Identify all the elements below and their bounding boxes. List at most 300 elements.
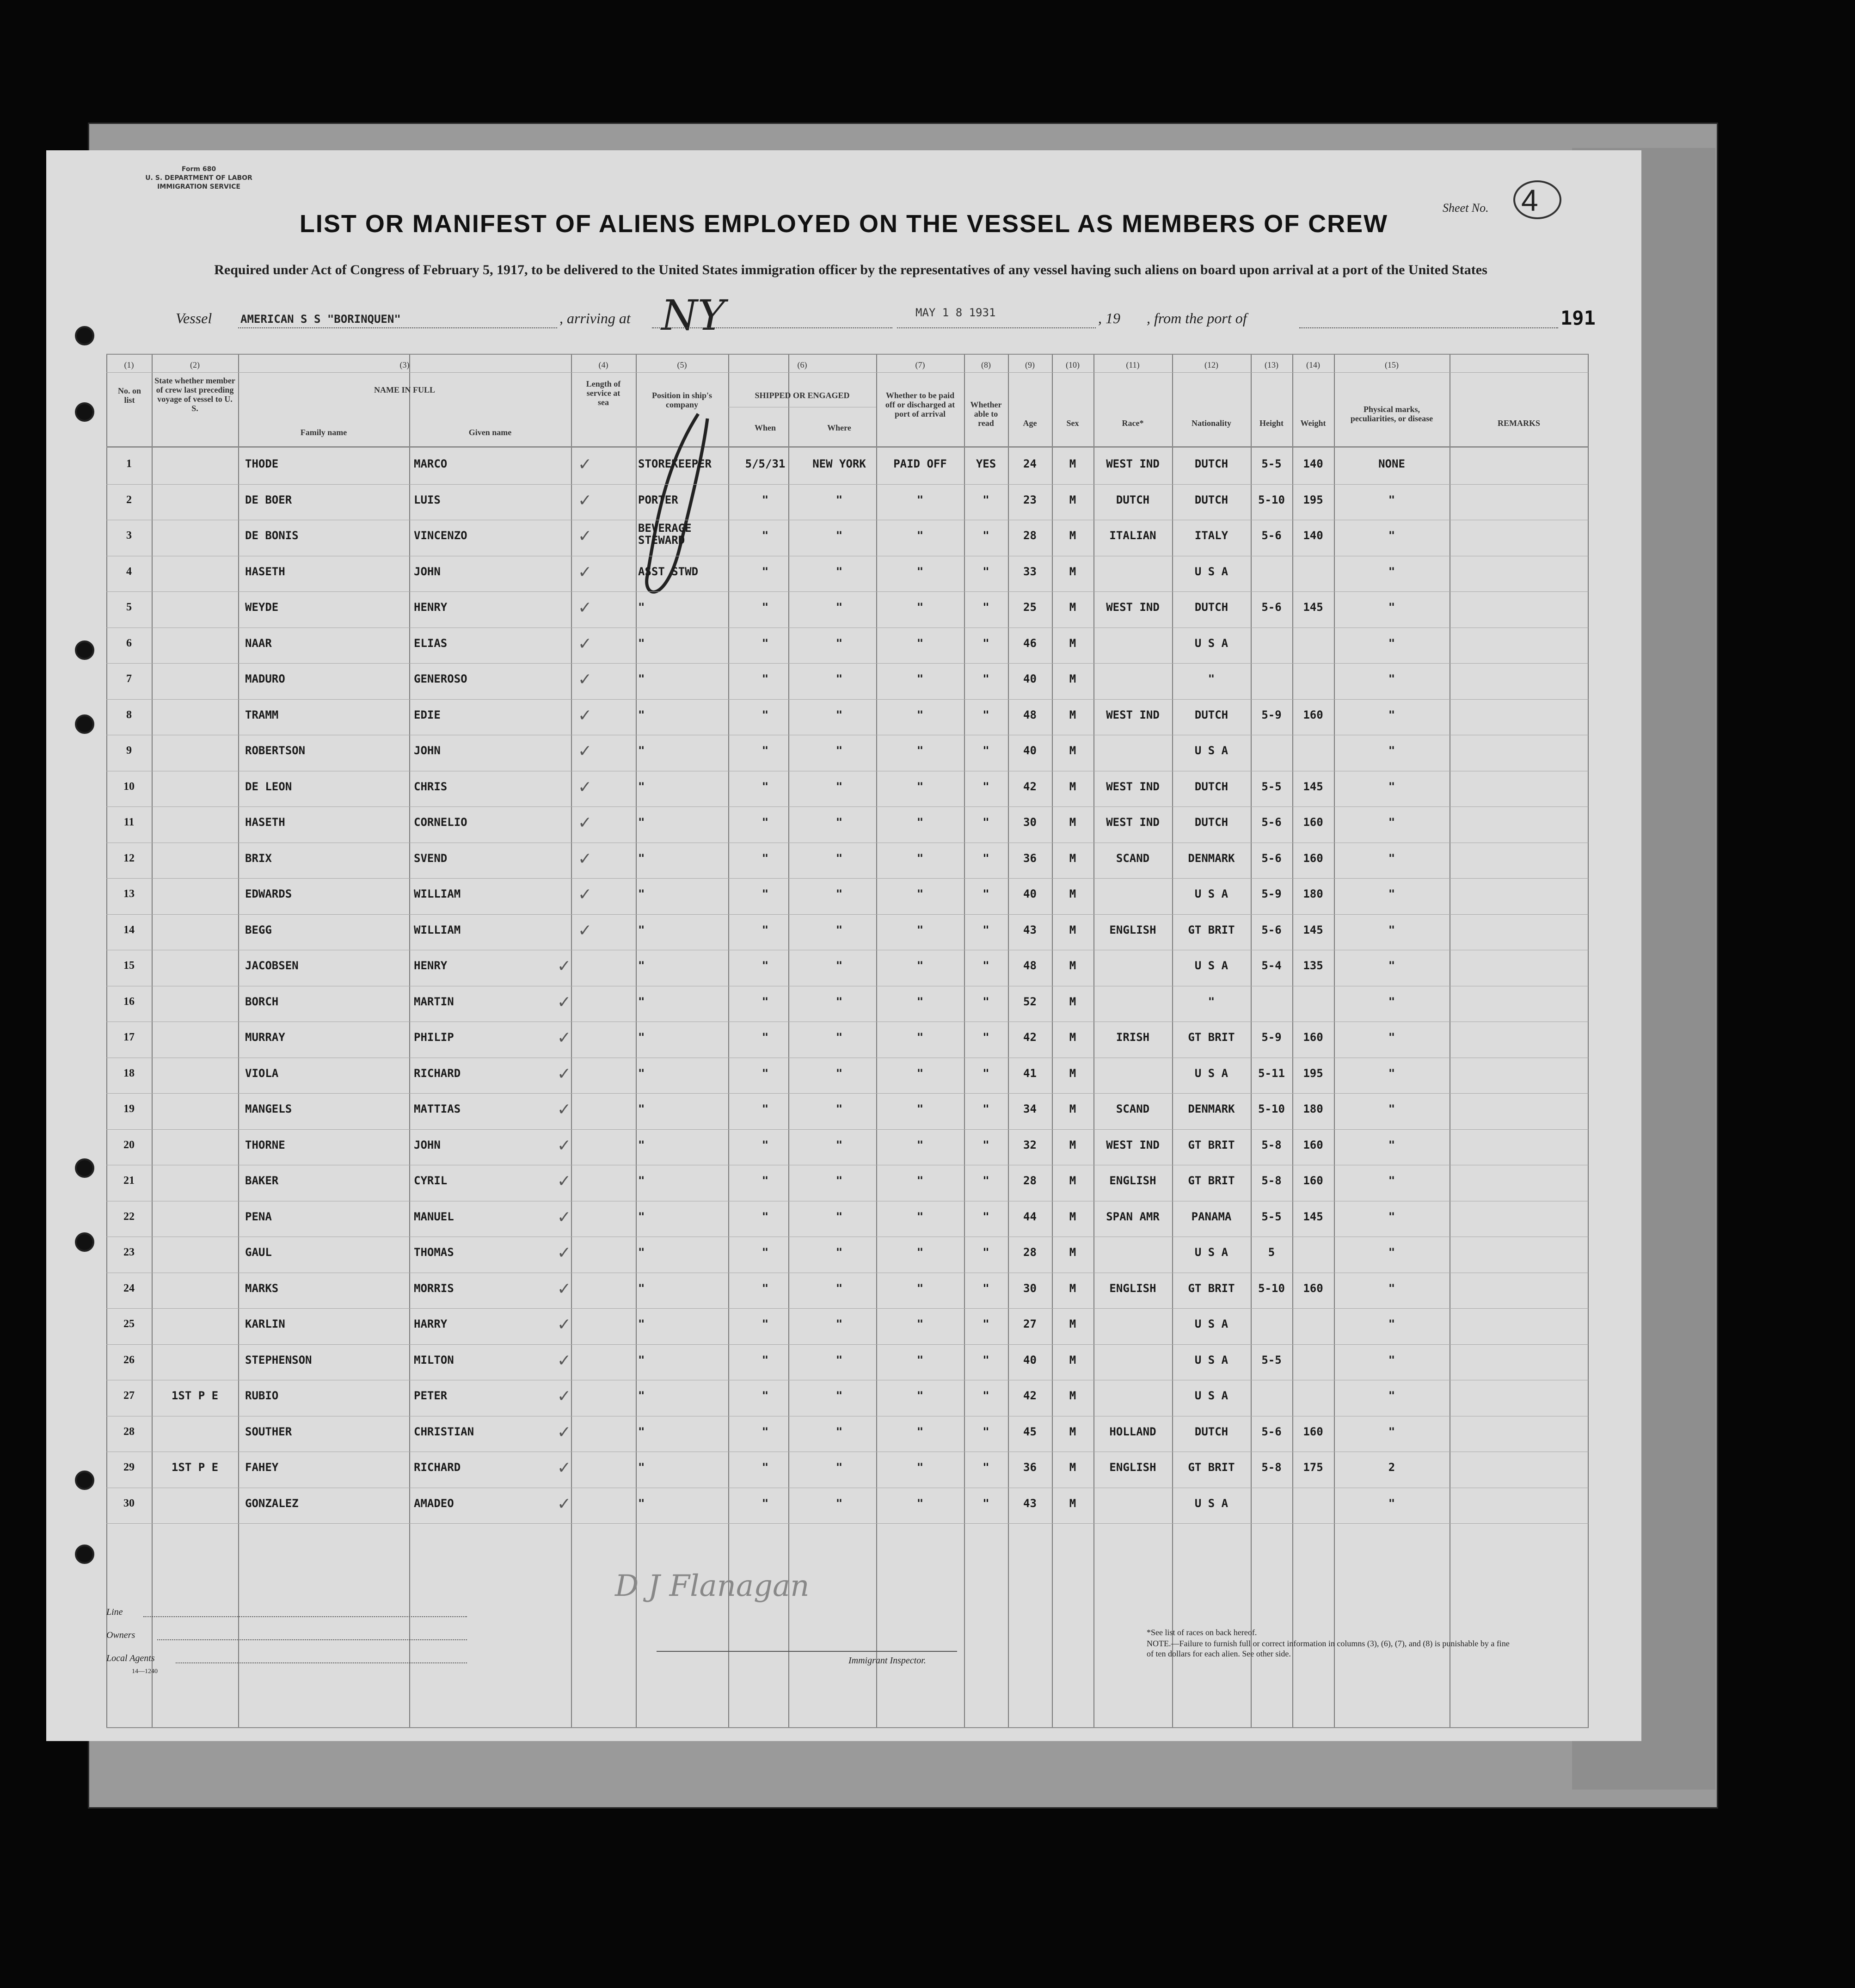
table-row	[106, 879, 1588, 915]
column-number-rule	[106, 372, 1588, 373]
cell-row-number: 14	[123, 923, 135, 936]
table-row	[106, 1345, 1588, 1381]
check-mark-icon: ✓	[578, 634, 592, 653]
cell-given-name: GENEROSO	[414, 672, 467, 685]
cell-weight: 140	[1303, 457, 1323, 470]
cell-physical-marks: "	[1388, 672, 1395, 685]
cell-physical-marks: NONE	[1378, 457, 1405, 470]
cell-position: "	[638, 601, 645, 614]
cell-age: 44	[1023, 1210, 1037, 1223]
cell-shipped-when: "	[762, 1174, 769, 1187]
cell-family-name: WEYDE	[245, 601, 279, 614]
form-number: Form 680	[181, 166, 216, 173]
cell-row-number: 19	[123, 1103, 135, 1115]
cell-family-name: THORNE	[245, 1138, 285, 1151]
cell-age: 43	[1023, 923, 1037, 936]
cell-given-name: JOHN	[414, 744, 441, 757]
cell-position: "	[638, 995, 645, 1008]
cell-nationality: PANAMA	[1191, 1210, 1232, 1223]
header-length-of-service: Length of service at sea	[586, 379, 621, 407]
header-given-name: Given name	[468, 428, 512, 437]
cell-family-name: MANGELS	[245, 1102, 292, 1115]
cell-sex: M	[1069, 744, 1076, 757]
cell-age: 48	[1023, 708, 1037, 721]
table-row	[106, 950, 1588, 986]
cell-nationality: GT BRIT	[1188, 1461, 1235, 1474]
cell-shipped-when: "	[762, 672, 769, 685]
cell-position: "	[638, 923, 645, 936]
cell-physical-marks: "	[1388, 1210, 1395, 1223]
header-name-in-full: NAME IN FULL	[374, 385, 435, 394]
cell-shipped-where: "	[835, 816, 843, 829]
cell-family-name: FAHEY	[245, 1461, 279, 1474]
column-number: (15)	[1385, 360, 1399, 369]
cell-shipped-when: "	[762, 1210, 769, 1223]
cell-nationality: U S A	[1194, 1066, 1228, 1080]
cell-age: 23	[1023, 493, 1037, 506]
cell-weight: 140	[1303, 529, 1323, 542]
cell-height: 5-10	[1258, 1281, 1285, 1295]
cell-row-number: 28	[123, 1425, 135, 1438]
cell-physical-marks: "	[1388, 1353, 1395, 1366]
cell-height: 5	[1268, 1246, 1275, 1259]
cell-position: "	[638, 672, 645, 685]
cell-sex: M	[1069, 457, 1076, 470]
cell-paid-off: "	[916, 493, 924, 506]
cell-race: DUTCH	[1116, 493, 1150, 506]
check-mark-icon: ✓	[557, 992, 571, 1012]
cell-weight: 145	[1303, 923, 1323, 936]
header-race: Race*	[1122, 419, 1144, 428]
cell-age: 33	[1023, 565, 1037, 578]
cell-able-to-read: "	[983, 1496, 989, 1510]
cell-paid-off: "	[916, 744, 924, 757]
vessel-underline	[238, 327, 557, 328]
cell-given-name: THOMAS	[414, 1246, 454, 1259]
cell-height: 5-5	[1261, 780, 1282, 793]
cell-given-name: MANUEL	[414, 1210, 454, 1223]
table-row	[106, 1237, 1588, 1273]
cell-nationality: DUTCH	[1194, 780, 1228, 793]
header-remarks: REMARKS	[1497, 419, 1540, 428]
owners-label: Owners	[106, 1630, 135, 1640]
cell-sex: M	[1069, 959, 1076, 972]
table-row	[106, 628, 1588, 664]
cell-able-to-read: "	[983, 565, 989, 578]
cell-shipped-when: "	[762, 1389, 769, 1402]
column-number: (5)	[677, 360, 687, 369]
cell-paid-off: "	[916, 708, 924, 721]
cell-sex: M	[1069, 816, 1076, 829]
cell-able-to-read: "	[983, 708, 989, 721]
check-mark-icon: ✓	[557, 1315, 571, 1334]
cell-age: 52	[1023, 995, 1037, 1008]
cell-shipped-where: "	[835, 672, 843, 685]
cell-sex: M	[1069, 708, 1076, 721]
header-nationality: Nationality	[1191, 419, 1231, 428]
cell-physical-marks: "	[1388, 816, 1395, 829]
column-number: (6)	[797, 360, 807, 369]
cell-shipped-where: "	[835, 1210, 843, 1223]
sheet-number: 4	[1521, 183, 1538, 218]
binder-hole	[75, 714, 94, 734]
binder-hole	[75, 1232, 94, 1252]
cell-race: WEST IND	[1106, 708, 1160, 721]
table-row	[106, 556, 1588, 592]
page-subtitle: Required under Act of Congress of February 5, 1917, to be delivered to the United States immigration officer by the representatives of any vessel having such aliens on board upon arrival at a port of the United States	[214, 262, 1487, 277]
cell-shipped-when: "	[762, 1425, 769, 1438]
cell-weight: 180	[1303, 1102, 1323, 1115]
year-label: , 19	[1098, 310, 1120, 326]
cell-able-to-read: "	[983, 1102, 989, 1115]
cell-shipped-when: "	[762, 923, 769, 936]
cell-nationality: GT BRIT	[1188, 1138, 1235, 1151]
cell-shipped-where: "	[835, 601, 843, 614]
table-row	[106, 1165, 1588, 1201]
header-physical-marks: Physical marks, peculiarities, or disease	[1350, 405, 1433, 423]
cell-nationality: U S A	[1194, 1496, 1228, 1510]
cell-family-name: KARLIN	[245, 1317, 285, 1330]
cell-family-name: JACOBSEN	[245, 959, 299, 972]
cell-race: ENGLISH	[1109, 1174, 1156, 1187]
cell-sex: M	[1069, 1317, 1076, 1330]
cell-shipped-where: NEW YORK	[812, 457, 866, 470]
table-bottom-rule	[106, 1727, 1588, 1728]
cell-row-number: 7	[126, 673, 132, 685]
cell-row-number: 20	[123, 1139, 135, 1151]
cell-able-to-read: "	[983, 959, 989, 972]
cell-height: 5-8	[1261, 1174, 1282, 1187]
cell-age: 42	[1023, 1031, 1037, 1044]
table-row	[106, 807, 1588, 843]
cell-height: 5-6	[1261, 923, 1282, 936]
cell-shipped-where: "	[835, 887, 843, 900]
check-mark-icon: ✓	[557, 1100, 571, 1119]
vessel-line	[176, 291, 1563, 340]
cell-row-number: 12	[123, 852, 135, 864]
cell-sex: M	[1069, 851, 1076, 865]
service-name: IMMIGRATION SERVICE	[157, 183, 240, 191]
cell-race: WEST IND	[1106, 780, 1160, 793]
cell-age: 25	[1023, 601, 1037, 614]
check-mark-icon: ✓	[557, 1028, 571, 1047]
cell-weight: 145	[1303, 1210, 1323, 1223]
cell-age: 41	[1023, 1066, 1037, 1080]
cell-shipped-where: "	[835, 1066, 843, 1080]
cell-nationality: U S A	[1194, 1389, 1228, 1402]
vessel-label: Vessel	[176, 310, 212, 326]
cell-race: ENGLISH	[1109, 1281, 1156, 1295]
cell-sex: M	[1069, 565, 1076, 578]
cell-age: 40	[1023, 672, 1037, 685]
cell-given-name: LUIS	[414, 493, 441, 506]
cell-row-number: 9	[126, 745, 132, 757]
cell-given-name: HENRY	[414, 601, 448, 614]
binder-hole	[75, 1545, 94, 1564]
cell-nationality: DUTCH	[1194, 1425, 1228, 1438]
cell-nationality: U S A	[1194, 744, 1228, 757]
cell-shipped-when: "	[762, 1317, 769, 1330]
table-row	[106, 1022, 1588, 1058]
cell-given-name: VINCENZO	[414, 529, 467, 542]
cell-row-number: 8	[126, 708, 132, 721]
cell-given-name: MARTIN	[414, 995, 454, 1008]
header-family-name: Family name	[300, 428, 347, 437]
cell-weight: 160	[1303, 816, 1323, 829]
cell-sex: M	[1069, 780, 1076, 793]
cell-given-name: PHILIP	[414, 1031, 454, 1044]
cell-physical-marks: 2	[1388, 1461, 1395, 1474]
cell-weight: 195	[1303, 1066, 1323, 1080]
cell-row-number: 18	[123, 1067, 135, 1079]
table-row	[106, 1094, 1588, 1130]
cell-row-number: 25	[123, 1318, 135, 1330]
cell-height: 5-8	[1261, 1461, 1282, 1474]
cell-nationality: GT BRIT	[1188, 1281, 1235, 1295]
cell-shipped-when: "	[762, 708, 769, 721]
cell-shipped-where: "	[835, 1031, 843, 1044]
penalty-note: NOTE.—Failure to furnish full or correct information in columns (3), (6), (7), and (8) is punishable by a fine of ten dollars for each alien. See other side.	[1147, 1639, 1510, 1658]
cell-given-name: MORRIS	[414, 1281, 454, 1295]
cell-family-name: NAAR	[245, 636, 272, 650]
cell-able-to-read: "	[983, 1174, 989, 1187]
cell-able-to-read: "	[983, 493, 989, 506]
cell-position: "	[638, 887, 645, 900]
local-agents-field	[176, 1662, 467, 1663]
cell-family-name: BRIX	[245, 851, 272, 865]
cell-position: "	[638, 1496, 645, 1510]
cell-shipped-where: "	[835, 1102, 843, 1115]
cell-age: 48	[1023, 959, 1037, 972]
cell-given-name: MILTON	[414, 1353, 454, 1366]
cell-age: 40	[1023, 1353, 1037, 1366]
check-mark-icon: ✓	[578, 455, 592, 474]
check-mark-icon: ✓	[578, 670, 592, 689]
cell-weight: 160	[1303, 1425, 1323, 1438]
table-row	[106, 1130, 1588, 1166]
cell-able-to-read: "	[983, 1138, 989, 1151]
cell-shipped-where: "	[835, 708, 843, 721]
cell-family-name: HASETH	[245, 816, 285, 829]
cell-paid-off: "	[916, 1461, 924, 1474]
cell-age: 28	[1023, 529, 1037, 542]
table-row	[106, 520, 1588, 556]
cell-shipped-when: "	[762, 1246, 769, 1259]
cell-shipped-when: "	[762, 1031, 769, 1044]
cell-nationality: GT BRIT	[1188, 923, 1235, 936]
cell-position: "	[638, 1246, 645, 1259]
check-mark-icon: ✓	[557, 1422, 571, 1442]
cell-physical-marks: "	[1388, 995, 1395, 1008]
cell-able-to-read: "	[983, 744, 989, 757]
cell-able-to-read: "	[983, 851, 989, 865]
check-mark-icon: ✓	[557, 1172, 571, 1191]
cell-shipped-where: "	[835, 529, 843, 542]
date-stamp: MAY 1 8 1931	[915, 306, 996, 319]
column-number: (1)	[124, 360, 134, 369]
cell-weight: 145	[1303, 780, 1323, 793]
cell-family-name: BEGG	[245, 923, 272, 936]
cell-row-number: 2	[126, 493, 132, 506]
cell-able-to-read: "	[983, 780, 989, 793]
cell-family-name: EDWARDS	[245, 887, 292, 900]
cell-physical-marks: "	[1388, 1066, 1395, 1080]
cell-height: 5-6	[1261, 851, 1282, 865]
cell-paid-off: "	[916, 565, 924, 578]
header-previous-voyage: State whether member of crew last preceding voyage of vessel to U. S.	[154, 376, 235, 413]
cell-able-to-read: "	[983, 636, 989, 650]
cell-height: 5-5	[1261, 1353, 1282, 1366]
cell-row-number: 5	[126, 601, 132, 613]
check-mark-icon: ✓	[557, 1207, 571, 1227]
cell-shipped-when: "	[762, 959, 769, 972]
cell-position: "	[638, 1425, 645, 1438]
cell-sex: M	[1069, 1102, 1076, 1115]
cell-family-name: BORCH	[245, 995, 279, 1008]
cell-able-to-read: "	[983, 887, 989, 900]
cell-able-to-read: "	[983, 601, 989, 614]
cell-shipped-when: "	[762, 1066, 769, 1080]
cell-able-to-read: "	[983, 1425, 989, 1438]
cell-weight: 145	[1303, 601, 1323, 614]
cell-family-name: HASETH	[245, 565, 285, 578]
cell-row-number: 24	[123, 1282, 135, 1294]
cell-family-name: THODE	[245, 457, 279, 470]
date-underline	[897, 327, 1096, 328]
check-mark-icon: ✓	[557, 1387, 571, 1406]
cell-shipped-when: "	[762, 851, 769, 865]
cell-paid-off: "	[916, 1425, 924, 1438]
cell-race: ENGLISH	[1109, 1461, 1156, 1474]
cell-family-name: DE BOER	[245, 493, 292, 506]
check-mark-icon: ✓	[557, 1351, 571, 1370]
table-top-rule	[106, 354, 1588, 355]
cell-given-name: JOHN	[414, 565, 441, 578]
cell-row-number: 15	[123, 960, 135, 972]
cell-paid-off: "	[916, 887, 924, 900]
cell-physical-marks: "	[1388, 923, 1395, 936]
cell-physical-marks: "	[1388, 636, 1395, 650]
cell-position: "	[638, 1317, 645, 1330]
cell-paid-off: "	[916, 780, 924, 793]
cell-able-to-read: "	[983, 1317, 989, 1330]
cell-race: SPAN AMR	[1106, 1210, 1160, 1223]
cell-height: 5-5	[1261, 457, 1282, 470]
table-row	[106, 1416, 1588, 1453]
cell-position: STOREKEEPER	[638, 457, 712, 470]
cell-weight: 175	[1303, 1461, 1323, 1474]
cell-race: SCAND	[1116, 851, 1150, 865]
cell-previous-voyage: 1ST P E	[171, 1461, 219, 1474]
inspector-label: Immigrant Inspector.	[848, 1656, 926, 1666]
cell-race: HOLLAND	[1109, 1425, 1156, 1438]
cell-sex: M	[1069, 529, 1076, 542]
cell-physical-marks: "	[1388, 1031, 1395, 1044]
cell-physical-marks: "	[1388, 493, 1395, 506]
cell-sex: M	[1069, 601, 1076, 614]
table-row	[106, 1380, 1588, 1416]
cell-shipped-where: "	[835, 565, 843, 578]
header-shipped-where: Where	[827, 423, 851, 432]
header-age: Age	[1023, 419, 1037, 428]
cell-paid-off: "	[916, 1246, 924, 1259]
table-row	[106, 449, 1588, 485]
cell-nationality: DUTCH	[1194, 708, 1228, 721]
arriving-underline	[652, 327, 892, 328]
cell-position: "	[638, 851, 645, 865]
inspector-signature: D J Flanagan	[615, 1569, 810, 1603]
cell-sex: M	[1069, 1496, 1076, 1510]
cell-able-to-read: "	[983, 1281, 989, 1295]
cell-row-number: 6	[126, 637, 132, 649]
cell-nationality: DUTCH	[1194, 493, 1228, 506]
cell-family-name: PENA	[245, 1210, 272, 1223]
cell-nationality: U S A	[1194, 565, 1228, 578]
cell-height: 5-11	[1258, 1066, 1285, 1080]
cell-nationality: U S A	[1194, 636, 1228, 650]
header-shipped-or-engaged: SHIPPED OR ENGAGED	[755, 391, 850, 400]
table-row	[106, 664, 1588, 700]
cell-family-name: MARKS	[245, 1281, 279, 1295]
cell-shipped-where: "	[835, 493, 843, 506]
cell-nationality: ITALY	[1194, 529, 1228, 542]
cell-weight: 160	[1303, 708, 1323, 721]
cell-position: "	[638, 1281, 645, 1295]
cell-paid-off: "	[916, 1174, 924, 1187]
cell-shipped-where: "	[835, 1353, 843, 1366]
column-number: (13)	[1265, 360, 1278, 369]
cell-given-name: MATTIAS	[414, 1102, 461, 1115]
cell-nationality: U S A	[1194, 1317, 1228, 1330]
cell-nationality: U S A	[1194, 959, 1228, 972]
cell-nationality: "	[1208, 672, 1215, 685]
cell-family-name: SOUTHER	[245, 1425, 292, 1438]
cell-row-number: 13	[123, 888, 135, 900]
cell-age: 36	[1023, 851, 1037, 865]
cell-physical-marks: "	[1388, 1281, 1395, 1295]
header-divider	[106, 446, 1588, 448]
cell-paid-off: "	[916, 601, 924, 614]
cell-weight: 160	[1303, 1281, 1323, 1295]
check-mark-icon: ✓	[578, 527, 592, 546]
cell-shipped-when: "	[762, 1281, 769, 1295]
cell-shipped-where: "	[835, 780, 843, 793]
cell-given-name: CORNELIO	[414, 816, 467, 829]
cell-given-name: SVEND	[414, 851, 448, 865]
cell-position: ASST STWD	[638, 565, 699, 578]
header-no-on-list: No. on list	[117, 386, 141, 405]
cell-row-number: 21	[123, 1175, 135, 1187]
cell-physical-marks: "	[1388, 1246, 1395, 1259]
cell-weight: 160	[1303, 1031, 1323, 1044]
cell-nationality: DUTCH	[1194, 601, 1228, 614]
header-position: Position in ship's company	[651, 391, 713, 409]
cell-given-name: EDIE	[414, 708, 441, 721]
cell-shipped-where: "	[835, 923, 843, 936]
cell-nationality: DUTCH	[1194, 457, 1228, 470]
cell-family-name: MURRAY	[245, 1031, 285, 1044]
cell-able-to-read: "	[983, 1246, 989, 1259]
cell-age: 34	[1023, 1102, 1037, 1115]
cell-given-name: JOHN	[414, 1138, 441, 1151]
table-row	[106, 986, 1588, 1022]
cell-row-number: 30	[123, 1497, 135, 1509]
cell-nationality: GT BRIT	[1188, 1031, 1235, 1044]
table-row	[106, 592, 1588, 628]
cell-shipped-where: "	[835, 995, 843, 1008]
cell-position: "	[638, 1138, 645, 1151]
cell-age: 43	[1023, 1496, 1037, 1510]
